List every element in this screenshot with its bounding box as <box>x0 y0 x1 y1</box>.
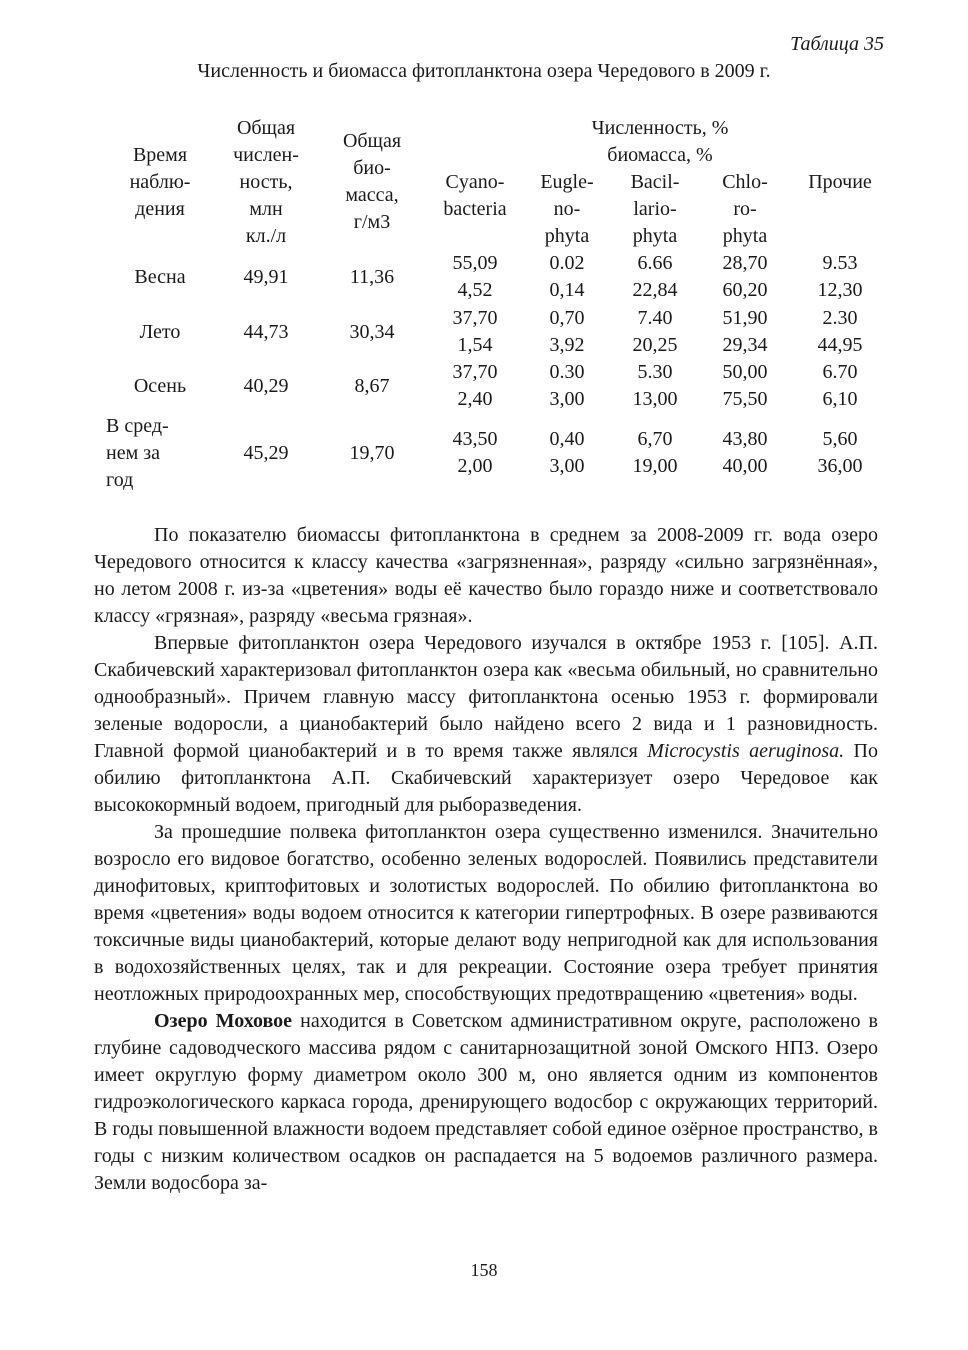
row-time: В сред- нем за год <box>106 415 169 491</box>
row-biomass: 11,36 <box>349 266 395 288</box>
chlo-number: 51,90 <box>722 307 768 329</box>
other-biomass: 6,10 <box>822 388 858 410</box>
eugle-number: 0,40 <box>549 428 585 450</box>
page-number: 158 <box>470 1260 498 1280</box>
lake-name: Озеро Моховое <box>154 1010 293 1032</box>
eugle-number: 0.02 <box>549 252 585 274</box>
table-label: Таблица 35 <box>790 33 884 55</box>
chlo-number: 28,70 <box>722 252 768 274</box>
header-other: Прочие <box>808 171 872 193</box>
row-time: Весна <box>134 266 186 288</box>
bacil-number: 6,70 <box>637 428 673 450</box>
other-biomass: 44,95 <box>817 334 863 356</box>
row-biomass: 30,34 <box>349 321 395 343</box>
paragraph: По показателю биомассы фитопланктона в среднем за 2008-2009 гг. вода озеро Чередового относится к классу качества «загрязненная», разряду «сильно загрязнённая», но летом 2008 г. из-за «цветения» воды её качество было гораздо ниже и соответствовало классу «грязная», разряду «весьма грязная». <box>94 524 878 627</box>
header-cyano: Cyano- bacteria <box>443 171 507 220</box>
bacil-number: 6.66 <box>637 252 673 274</box>
cyano-biomass: 1,54 <box>457 334 493 356</box>
header-total-biomass: Общая био- масса, г/м3 <box>342 130 402 233</box>
species-name: Microcystis aeruginosa. <box>647 740 845 762</box>
chlo-biomass: 29,34 <box>722 334 768 356</box>
chlo-number: 50,00 <box>722 361 768 383</box>
paragraph: За прошедшие полвека фитопланктон озера существенно изменился. Значительно возросло его видовое богатство, особенно зеленых водорослей. Появились представители динофитовых, криптофитовых и золотистых водорослей. По обилию фитопланктона во время «цветения» воды водоем относится к категории гипертрофных. В озере развиваются токсичные виды цианобактерий, которые делают воду непригодной как для использования в водохозяйственных целях, так и для рекреации. Состояние озера требует принятия неотложных природоохранных мер, способствующих предотвращению «цветения» воды. <box>94 821 878 1005</box>
row-biomass: 8,67 <box>354 375 390 397</box>
cyano-biomass: 2,40 <box>457 388 493 410</box>
row-number: 40,29 <box>243 375 289 397</box>
bacil-number: 5.30 <box>637 361 673 383</box>
header-group: Численность, % биомасса, % <box>591 117 729 166</box>
eugle-biomass: 3,00 <box>549 455 585 477</box>
cyano-number: 37,70 <box>452 307 498 329</box>
bacil-number: 7.40 <box>637 307 673 329</box>
bacil-biomass: 20,25 <box>632 334 678 356</box>
header-time: Время наблю- дения <box>129 144 191 220</box>
eugle-biomass: 3,92 <box>549 334 585 356</box>
header-eugle: Eugle- no- phyta <box>540 171 594 247</box>
other-number: 6.70 <box>822 361 858 383</box>
chlo-biomass: 60,20 <box>722 279 768 301</box>
eugle-number: 0,70 <box>549 307 585 329</box>
other-number: 2.30 <box>822 307 858 329</box>
row-number: 49,91 <box>243 266 289 288</box>
cyano-number: 37,70 <box>452 361 498 383</box>
chlo-biomass: 40,00 <box>722 455 768 477</box>
eugle-biomass: 0,14 <box>549 279 585 301</box>
paragraph: Озеро Моховое находится в Советском административном округе, расположено в глубине садоводческого массива рядом с санитарнозащитной зоной Омского НПЗ. Озеро имеет округлую форму диаметром около 300 м, оно является одним из компонентов гидроэкологического каркаса города, дренирующего водосбор с окружающих территорий. В годы повышенной влажности водоем представляет собой единое озёрное пространство, в годы с низким количеством осадков он распадается на 5 водоемов различного размера. Земли водосбора за- <box>94 1010 879 1194</box>
bacil-biomass: 22,84 <box>632 279 678 301</box>
other-biomass: 36,00 <box>817 455 863 477</box>
cyano-number: 43,50 <box>452 428 498 450</box>
bacil-biomass: 19,00 <box>632 455 678 477</box>
other-biomass: 12,30 <box>817 279 863 301</box>
chlo-biomass: 75,50 <box>722 388 768 410</box>
table-title: Численность и биомасса фитопланктона озера Чередового в 2009 г. <box>197 60 771 82</box>
row-biomass: 19,70 <box>349 442 395 464</box>
header-bacil: Bacil- lario- phyta <box>630 171 680 247</box>
header-chlo: Chlo- ro- phyta <box>722 171 768 247</box>
header-total-number: Общая числен- ность, млн кл./л <box>233 117 299 247</box>
chlo-number: 43,80 <box>722 428 768 450</box>
row-number: 44,73 <box>243 321 289 343</box>
other-number: 9.53 <box>822 252 858 274</box>
body-text <box>94 522 878 1197</box>
cyano-number: 55,09 <box>452 252 498 274</box>
bacil-biomass: 13,00 <box>632 388 678 410</box>
other-number: 5,60 <box>822 428 858 450</box>
row-number: 45,29 <box>243 442 289 464</box>
cyano-biomass: 4,52 <box>457 279 493 301</box>
cyano-biomass: 2,00 <box>457 455 493 477</box>
paragraph: Впервые фитопланктон озера Чередового изучался в октябре 1953 г. [105]. А.П. Скабичевский характеризовал фитопланктон озера как «весьма обильный, но сравнительно однообразный». Причем главную массу фитопланктона осенью 1953 г. формировали зеленые водоросли, а цианобактерий было найдено всего 2 вида и 1 разновидность. Главной формой цианобактерий и в то время также являлся Microcystis aeruginosa. По обилию фитопланктона А.П. Скабичевский характеризует озеро Чередовое как высококормный водоем, пригодный для рыборазведения. <box>94 632 878 816</box>
row-time: Лето <box>139 321 181 343</box>
row-time: Осень <box>133 375 187 397</box>
eugle-number: 0.30 <box>549 361 585 383</box>
eugle-biomass: 3,00 <box>549 388 585 410</box>
